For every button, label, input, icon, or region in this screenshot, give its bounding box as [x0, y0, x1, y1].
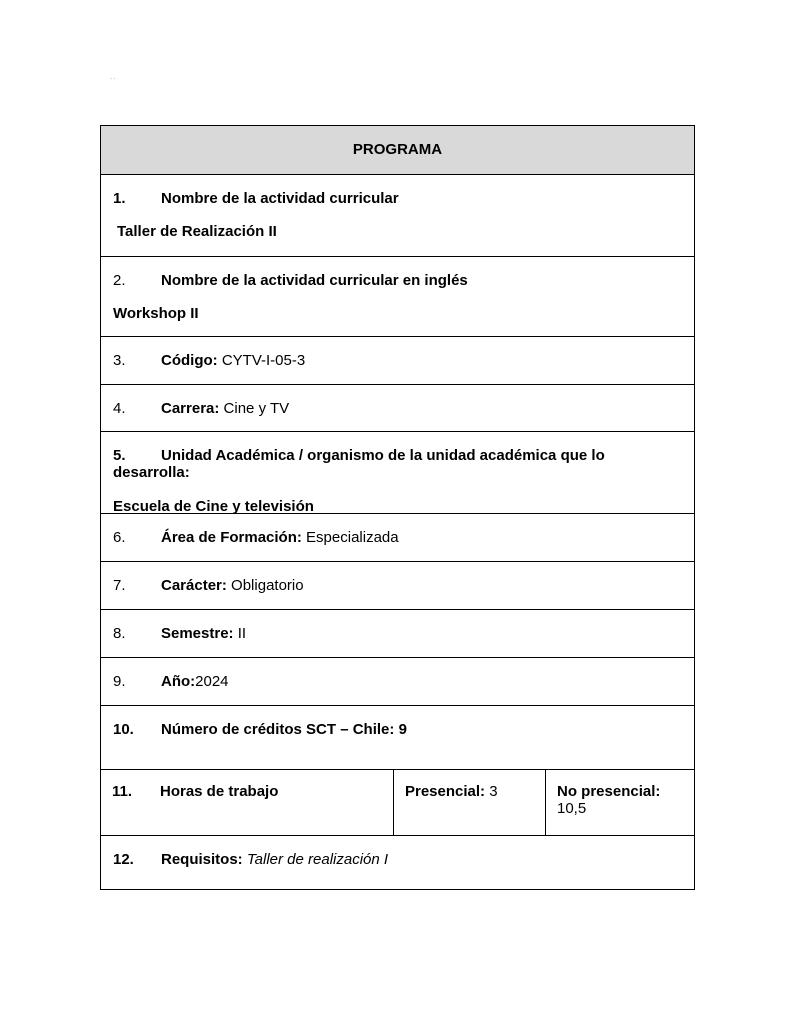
table-row-nombre-actividad [101, 174, 694, 256]
row-label: Código: [161, 352, 218, 369]
table-header-row [101, 126, 694, 174]
row-label: Requisitos: [161, 851, 243, 868]
row-number: 3. [113, 352, 126, 369]
horas-cell-no-presencial [545, 770, 694, 835]
table-row-codigo [101, 336, 694, 384]
row-label: Unidad Académica / organismo de la unidad académica que lo desarrolla: [113, 447, 605, 482]
page-artifact: .. [110, 72, 117, 81]
row-title-line [113, 190, 682, 207]
row-number: 2. [113, 272, 126, 289]
row-value: Taller de realización I [246, 851, 389, 868]
row-value: 2024 [195, 673, 229, 690]
row-number: 10. [113, 721, 134, 738]
row-number: 12. [113, 851, 134, 868]
row-label: Carácter: [161, 577, 227, 594]
table-row-caracter [101, 561, 694, 609]
table-row-unidad-academica [101, 431, 694, 513]
table-row-horas-trabajo [101, 769, 694, 835]
row-number: 7. [113, 577, 126, 594]
row-value: CYTV-I-05-3 [221, 352, 306, 369]
table-row-area-formacion [101, 513, 694, 561]
row-value: Cine y TV [223, 400, 290, 417]
row-value: Workshop II [113, 305, 199, 323]
row-title-line [113, 272, 682, 289]
row-label: Área de Formación: [161, 529, 302, 546]
row-number: 11. [112, 783, 133, 800]
row-number: 1. [113, 190, 126, 207]
table-row-requisitos [101, 835, 694, 889]
no-presencial-value: 10,5 [557, 800, 587, 818]
row-label: Nombre de la actividad curricular [161, 190, 399, 207]
row-value: Obligatorio [231, 577, 304, 594]
programa-table [100, 125, 695, 890]
row-value: II [237, 625, 247, 642]
no-presencial-label: No presencial: [557, 783, 661, 800]
row-label: Año: [161, 673, 196, 690]
row-label: Carrera: [161, 400, 220, 417]
row-number: 6. [113, 529, 126, 546]
row-title-line [113, 447, 682, 482]
row-label: Horas de trabajo [160, 783, 279, 800]
row-number: 9. [113, 673, 126, 690]
table-row-ano [101, 657, 694, 705]
presencial-label: Presencial: [405, 783, 486, 800]
horas-cell-label [101, 770, 393, 835]
presencial-value: 3 [489, 783, 498, 800]
row-label: Semestre: [161, 625, 234, 642]
table-title: PROGRAMA [352, 141, 443, 159]
row-value: Especializada [306, 529, 399, 546]
row-value: 9 [398, 721, 407, 738]
row-number: 8. [113, 625, 126, 642]
table-row-nombre-ingles [101, 256, 694, 336]
row-number: 4. [113, 400, 126, 417]
row-number: 5. [113, 447, 126, 464]
row-value: Taller de Realización II [117, 223, 277, 241]
row-label: Nombre de la actividad curricular en inglés [161, 272, 468, 289]
row-label: Número de créditos SCT – Chile: [161, 721, 395, 738]
table-row-carrera [101, 384, 694, 431]
table-row-creditos [101, 705, 694, 769]
horas-cell-presencial [393, 770, 545, 835]
table-row-semestre [101, 609, 694, 657]
row-value: Escuela de Cine y televisión [113, 497, 314, 515]
